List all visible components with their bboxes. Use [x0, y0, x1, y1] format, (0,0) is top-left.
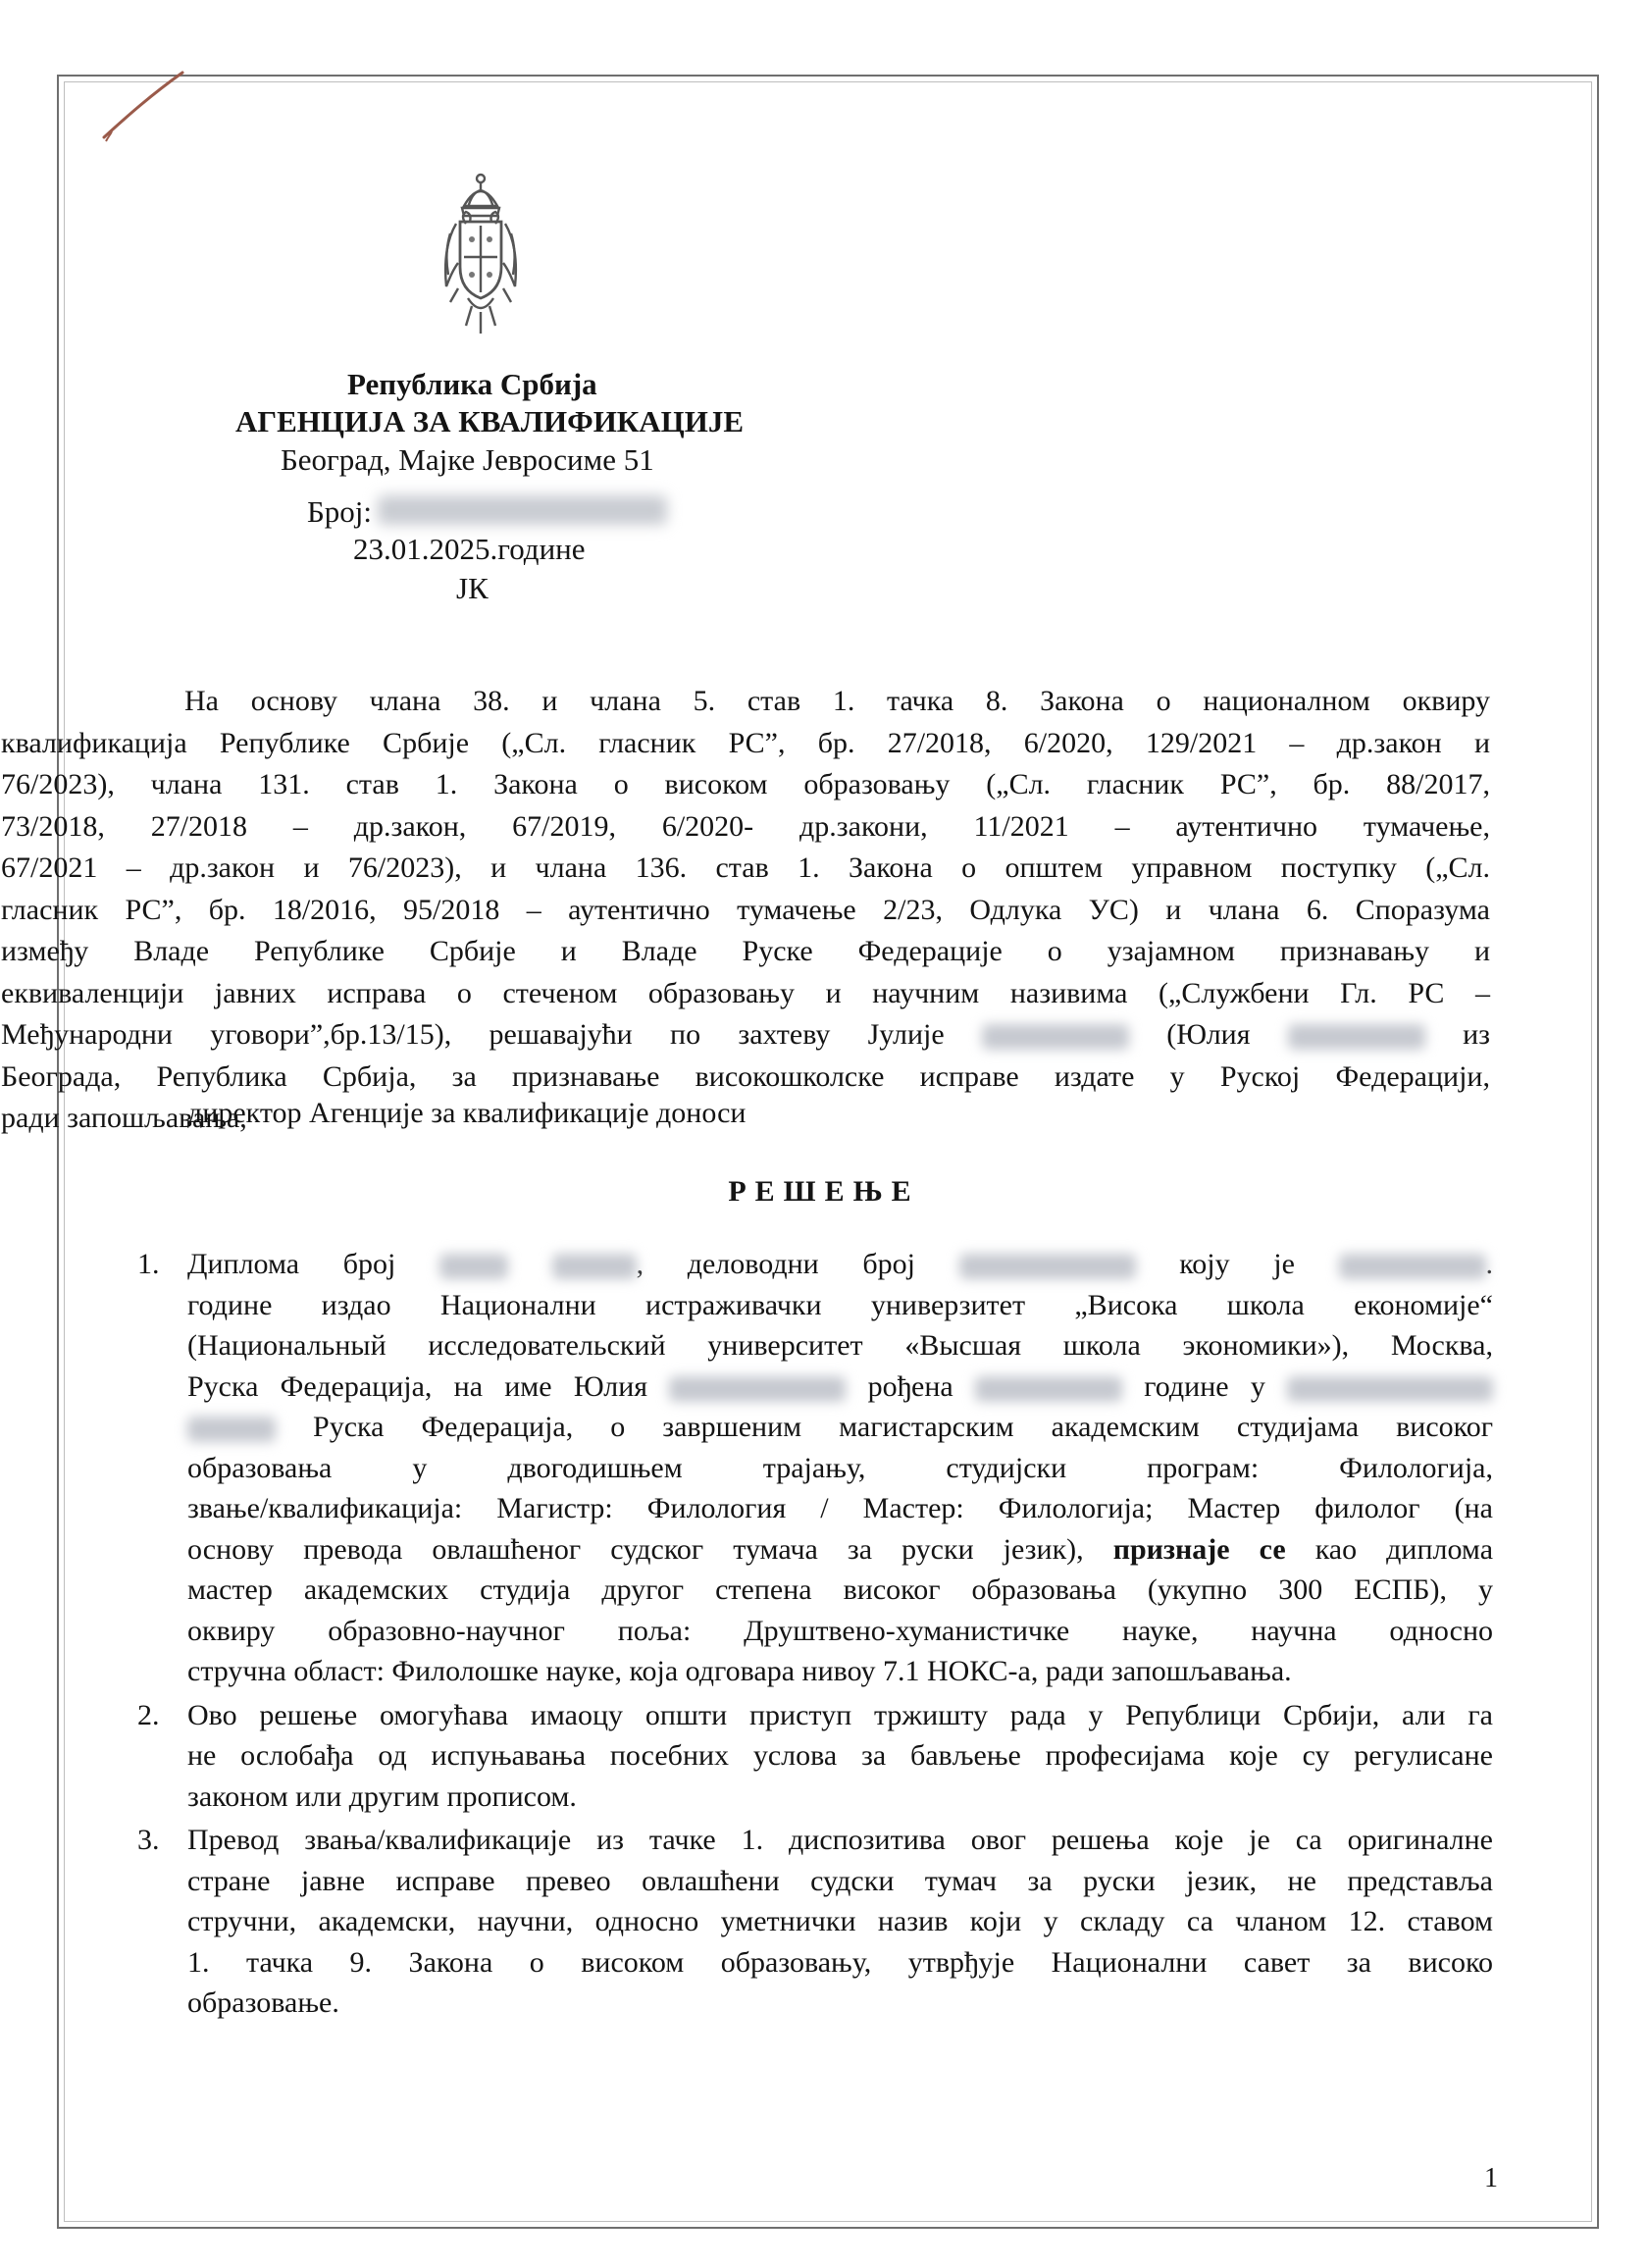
- preamble-line: [1, 1014, 1490, 1057]
- header-number-label: Број:: [307, 494, 373, 529]
- item-line: Диплома број , деловодни број коју је .: [187, 1248, 1494, 1280]
- coat-of-arms-icon: [437, 169, 525, 339]
- item-line: 1. тачка 9. Закона о високом образовању, утврђује Национални савет за високо: [187, 1945, 1493, 1979]
- item-number: 2.: [137, 1698, 160, 1731]
- preamble-line-9-mid: (Юлия: [1166, 1018, 1251, 1051]
- item-line: (Национальный исследовательский университет «Высшая школа экономики»), Москва,: [187, 1329, 1493, 1362]
- redacted-birth-date: [975, 1376, 1122, 1402]
- preamble-line: 76/2023), члана 131. став 1. Закона о високом образовању („Сл. гласник РС”, бр. 88/2017,: [1, 768, 1490, 800]
- redacted-number: [378, 495, 667, 525]
- decision-item-3: [137, 1820, 1493, 2024]
- preamble-line-9-end: из: [1463, 1018, 1491, 1051]
- preamble-line: између Владе Републике Србије и Владе Руске Федерације о узајамном признавању и: [1, 935, 1490, 967]
- item-line: образовања у двогодишњем трајању, студијски програм: Филологија,: [187, 1451, 1493, 1484]
- decision-item-2: [137, 1695, 1493, 1818]
- item-line: Превод звања/квалификације из тачке 1. диспозитива овог решења које је са оригиналне: [187, 1824, 1493, 1856]
- decision-items: [137, 1244, 1493, 2027]
- recognized-emphasis: признаје се: [1112, 1532, 1286, 1566]
- preamble-line: квалификација Републике Србије („Сл. гласник РС”, бр. 27/2018, 6/2020, 129/2021 – др.закон и: [1, 726, 1490, 759]
- item-line: Ово решење омогућава имаоцу општи приступ тржишту рада у Републици Србији, али га: [187, 1698, 1493, 1731]
- redacted-diploma-number: [439, 1254, 508, 1279]
- preamble-paragraph: [1, 681, 1491, 1140]
- redacted-birth-place: [1287, 1376, 1493, 1402]
- item-number: 3.: [137, 1824, 160, 1856]
- page-number: 1: [1484, 2163, 1498, 2193]
- item-line: стручна област: Филолошке науке, која одговара нивоу 7.1 НОКС-а, ради запошљавања.: [187, 1655, 1292, 1687]
- item-line: Руска Федерација, на име Юлия рођена године у: [187, 1366, 1493, 1408]
- redacted-diploma-number-2: [552, 1254, 637, 1279]
- preamble-line: На основу члана 38. и члана 5. став 1. тачка 8. Закона о националном оквиру: [184, 685, 1490, 717]
- item-line: Руска Федерација, о завршеним магистарским академским студијама високог: [187, 1407, 1493, 1448]
- item-line: законом или другим прописом.: [187, 1779, 577, 1813]
- item-line: стручни, академски, научни, односно уметнички назив који у складу са чланом 12. ставом: [187, 1905, 1493, 1937]
- header-address: Београд, Мајке Јевросиме 51: [281, 442, 654, 477]
- header-republic: Република Србија: [347, 367, 597, 401]
- preamble-line: Београда, Република Србија, за признавање високошколске исправе издате у Руској Федерацији,: [1, 1059, 1490, 1093]
- director-line: директор Агенције за квалификације доноси: [187, 1097, 747, 1129]
- redacted-reference-number: [959, 1254, 1136, 1279]
- decision-title: РЕШЕЊЕ: [728, 1175, 920, 1208]
- item-line: мастер академских студија другог степена високог образовања (укупно 300 ЕСПБ), у: [187, 1573, 1493, 1606]
- decision-item-1: [137, 1244, 1493, 1692]
- preamble-line: 73/2018, 27/2018 – др.закон, 67/2019, 6/2020- др.закони, 11/2021 – аутентично тумачење,: [1, 809, 1490, 843]
- header-initials: ЈК: [456, 571, 489, 605]
- item-line: године издао Национални истраживачки универзитет „Висока школа економије“: [187, 1288, 1493, 1321]
- item-line: образовање.: [187, 1986, 339, 2019]
- item-line: стране јавне исправе превео овлашћени судски тумач за руски језик, не представља: [187, 1864, 1493, 1897]
- redacted-surname: [669, 1376, 846, 1402]
- item-line: звање/квалификација: Магистр: Филология / Мастер: Филологија; Мастер филолог (на: [187, 1492, 1493, 1524]
- preamble-line: еквиваленцији јавних исправа о стеченом образовању и научним називима („Службени Гл. РС –: [1, 976, 1490, 1009]
- redacted-surname-ru: [1288, 1024, 1425, 1050]
- preamble-line-9-text: Међународни уговори”,бр.13/15), решавајући по захтеву Јулије: [1, 1018, 945, 1051]
- item-line: основу превода овлашћеног судског тумача за руски језик), признаје се као диплома: [187, 1532, 1494, 1566]
- preamble-line: гласник РС”, бр. 18/2016, 95/2018 – аутентично тумачење 2/23, Одлука УС) и члана 6. Споразума: [1, 893, 1490, 926]
- pen-stroke-mark: [98, 67, 186, 145]
- redacted-region: [187, 1417, 276, 1442]
- header-date: 23.01.2025.године: [353, 532, 586, 566]
- item-number: 1.: [137, 1248, 160, 1280]
- item-line: не ослобађа од испуњавања посебних услова за бављење професијама које су регулисане: [187, 1739, 1493, 1772]
- item-line: оквиру образовно-научног поља: Друштвено-хуманистичке науке, научна односно: [187, 1614, 1493, 1647]
- preamble-line: ради запошљавања,: [1, 1102, 247, 1134]
- header-agency: АГЕНЦИЈА ЗА КВАЛИФИКАЦИЈЕ: [235, 404, 745, 438]
- redacted-surname: [982, 1024, 1129, 1050]
- redacted-issue-date: [1339, 1254, 1486, 1279]
- preamble-line: 67/2021 – др.закон и 76/2023), и члана 136. став 1. Закона о општем управном поступку („Сл.: [1, 851, 1490, 884]
